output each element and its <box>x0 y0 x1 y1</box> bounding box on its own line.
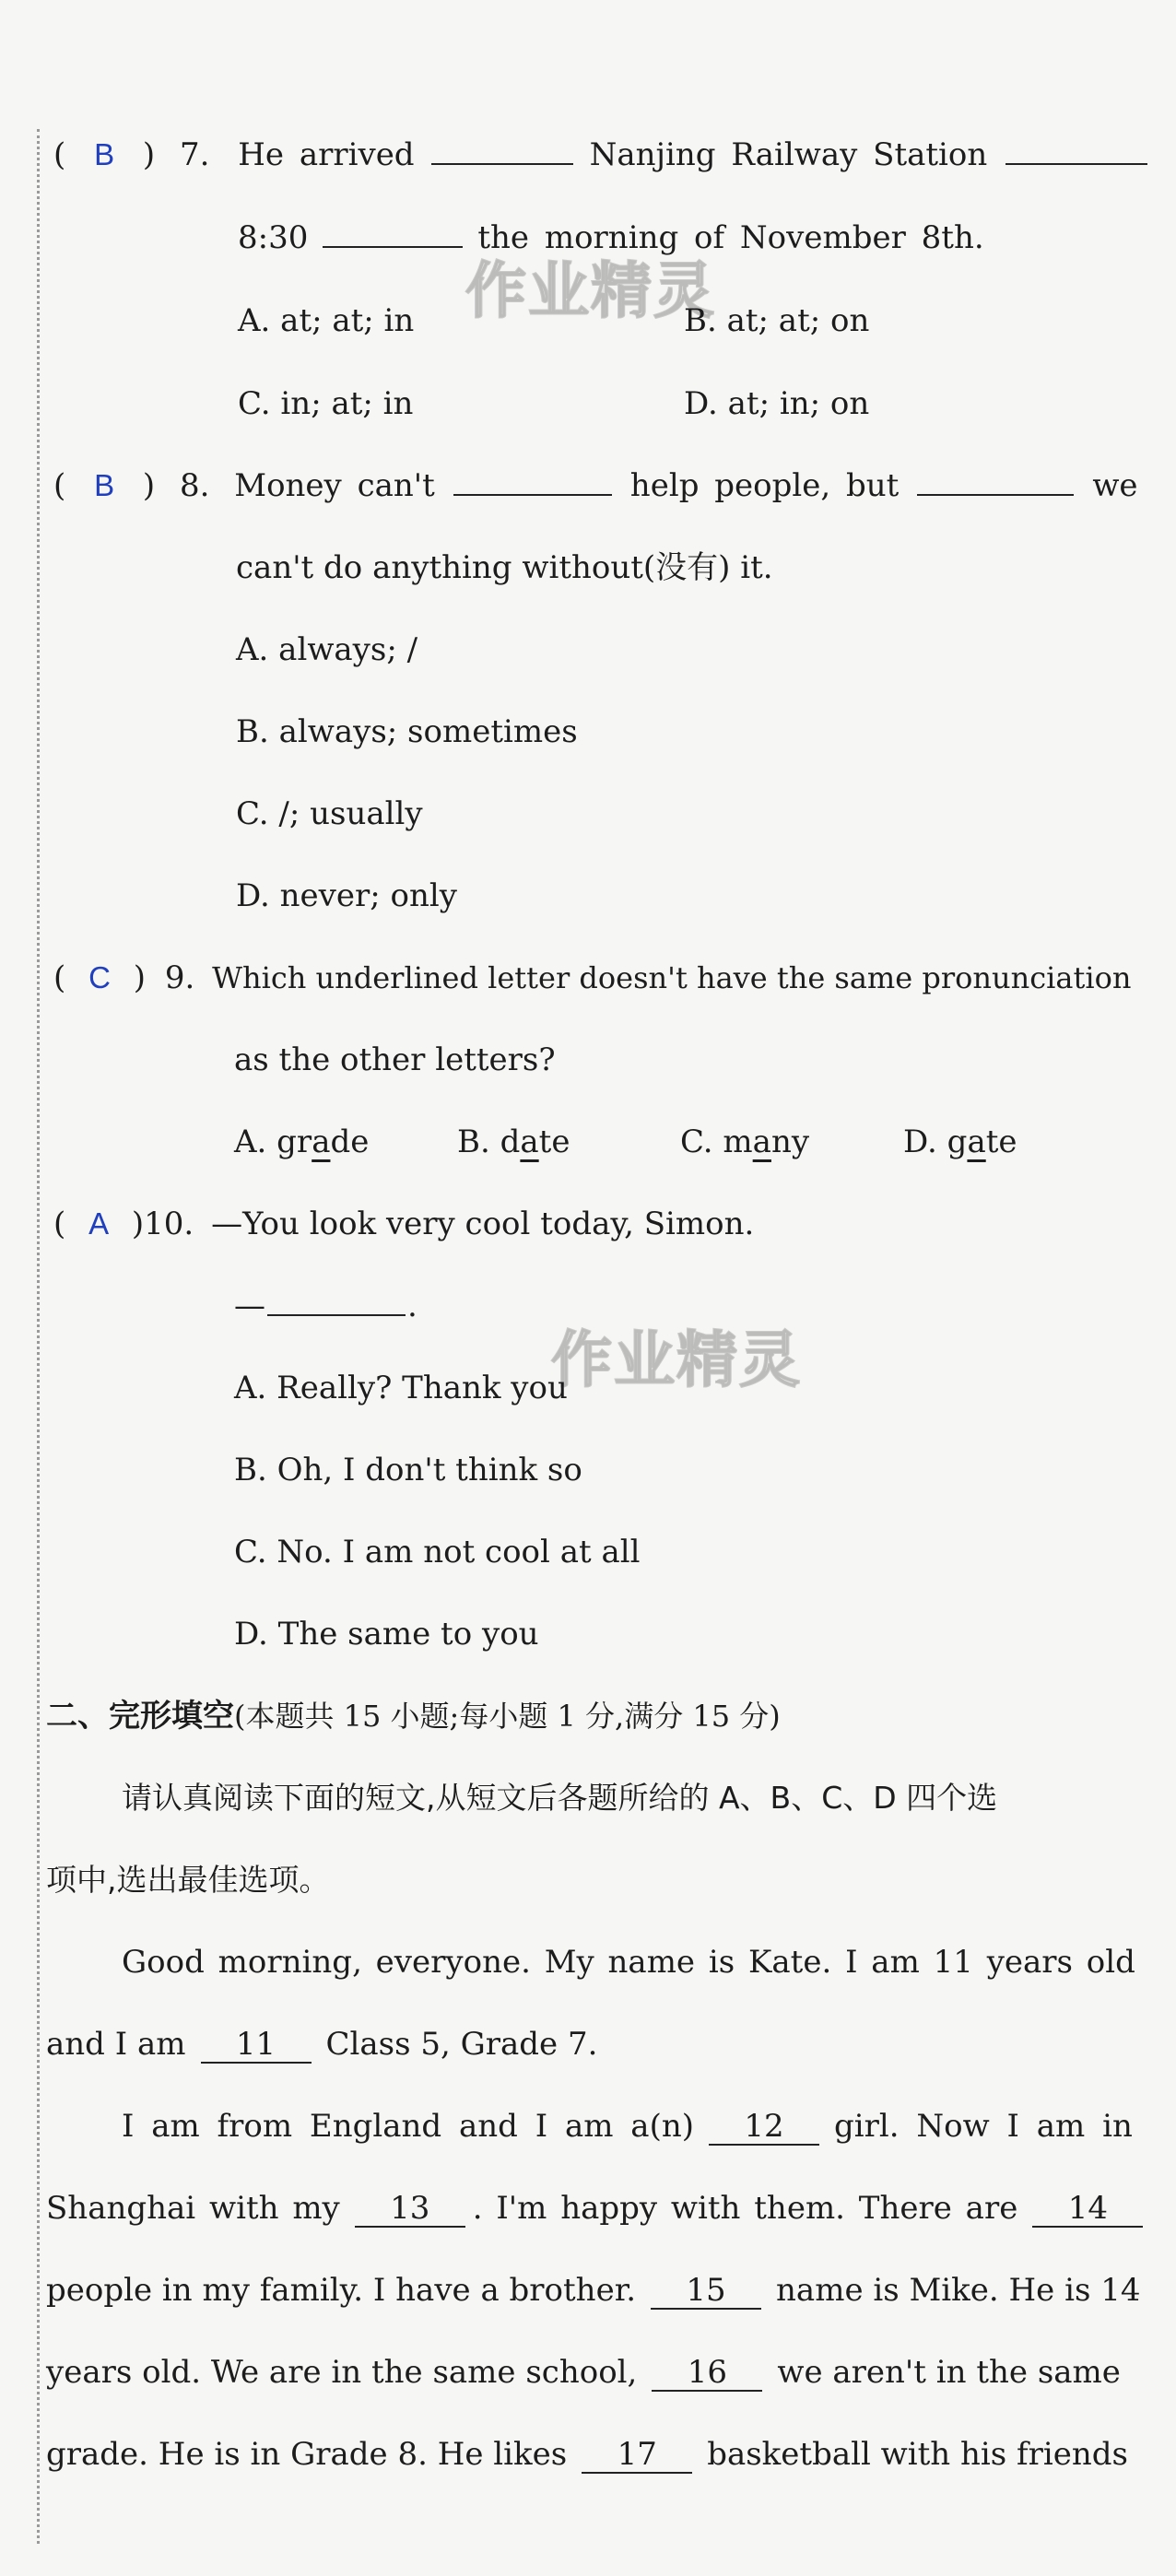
q10-option-d: D. The same to you <box>234 1616 539 1653</box>
section-title: 二、完形填空 <box>46 1698 234 1735</box>
q8-blank-1 <box>453 466 612 496</box>
q8-option-b: B. always; sometimes <box>236 713 578 750</box>
blank-12: 12 <box>709 2109 819 2146</box>
blank-15: 15 <box>651 2273 761 2310</box>
q7-option-c: C. in; at; in <box>238 385 414 422</box>
blank-16: 16 <box>652 2355 762 2392</box>
q8-option-a: A. always; / <box>236 631 418 668</box>
q9-option-c: C. many <box>680 1123 810 1160</box>
q7-line-2: 8:30 the morning of November 8th. <box>238 219 984 256</box>
section-note: (本题共 15 小题;每小题 1 分,满分 15 分) <box>234 1699 781 1734</box>
q8-option-c: C. /; usually <box>236 795 423 832</box>
q10-blank <box>267 1287 406 1316</box>
passage-p2-line-4: years old. We are in the same school, 16 we aren't in the same <box>46 2354 1121 2391</box>
passage-p2-line-5: grade. He is in Grade 8. He likes 17 basketball with his friends <box>46 2436 1128 2473</box>
instruction-line-2: 项中,选出最佳选项。 <box>46 1862 330 1898</box>
passage-p2-line-1: I am from England and I am a(n) 12 girl. Now I am in <box>122 2108 1133 2145</box>
dotted-margin-line <box>37 129 40 2544</box>
q9-option-b: B. date <box>457 1123 570 1160</box>
q7-answer: B <box>94 137 115 171</box>
q8-blank-2 <box>917 466 1074 496</box>
q7-option-b: B. at; at; on <box>684 302 870 339</box>
passage-p1-line-2: and I am 11 Class 5, Grade 7. <box>46 2026 598 2063</box>
q10-option-b: B. Oh, I don't think so <box>234 1452 582 1488</box>
q9-option-a: A. grade <box>234 1123 370 1160</box>
q9-answer: C <box>88 960 111 994</box>
passage-p1-line-1: Good morning, everyone. My name is Kate. I am 11 years old <box>122 1944 1135 1981</box>
q10-line-2: — . <box>234 1288 417 1324</box>
q9-option-d: D. gate <box>903 1123 1017 1160</box>
blank-14: 14 <box>1032 2191 1143 2228</box>
q10-option-a: A. Really? Thank you <box>234 1370 568 1406</box>
q7-option-a: A. at; at; in <box>238 302 415 339</box>
watermark-middle: 作业精灵 <box>551 1324 802 1395</box>
instruction-line-1: 请认真阅读下面的短文,从短文后各题所给的 A、B、C、D 四个选 <box>122 1780 998 1816</box>
q8-line-1: ( B ) 8. Money can't help people, but we <box>53 467 1138 504</box>
q7-blank-1 <box>431 135 573 165</box>
q8-option-d: D. never; only <box>236 877 457 914</box>
blank-11: 11 <box>201 2027 312 2064</box>
q9-line-2: as the other letters? <box>234 1041 556 1078</box>
q7-blank-3 <box>323 218 463 248</box>
passage-p2-line-2: Shanghai with my 13 . I'm happy with them. There are 14 <box>46 2188 1154 2229</box>
q9-line-1: ( C ) 9. Which underlined letter doesn't have the same pronunciation <box>53 959 1132 996</box>
q7-number: 7. <box>179 136 210 173</box>
blank-17: 17 <box>582 2437 692 2474</box>
q7-blank-2 <box>1005 135 1147 165</box>
q10-answer: A <box>88 1206 110 1241</box>
watermark-top: 作业精灵 <box>465 255 716 326</box>
q10-number: 10. <box>144 1206 194 1242</box>
q9-number: 9. <box>164 959 195 996</box>
blank-13: 13 <box>355 2191 465 2228</box>
q10-line-1: ( A )10. —You look very cool today, Simon. <box>53 1206 755 1242</box>
q7-option-d: D. at; in; on <box>684 385 870 422</box>
passage-p2-line-3: people in my family. I have a brother. 15 name is Mike. He is 14 <box>46 2272 1141 2309</box>
section-heading <box>46 1696 781 1736</box>
q10-option-c: C. No. I am not cool at all <box>234 1534 641 1570</box>
q8-line-2: can't do anything without(没有) it. <box>236 549 773 586</box>
q8-number: 8. <box>179 467 210 504</box>
q7-line-1: ( B ) 7. He arrived Nanjing Railway Station <box>53 135 1158 175</box>
q8-answer: B <box>94 468 115 502</box>
